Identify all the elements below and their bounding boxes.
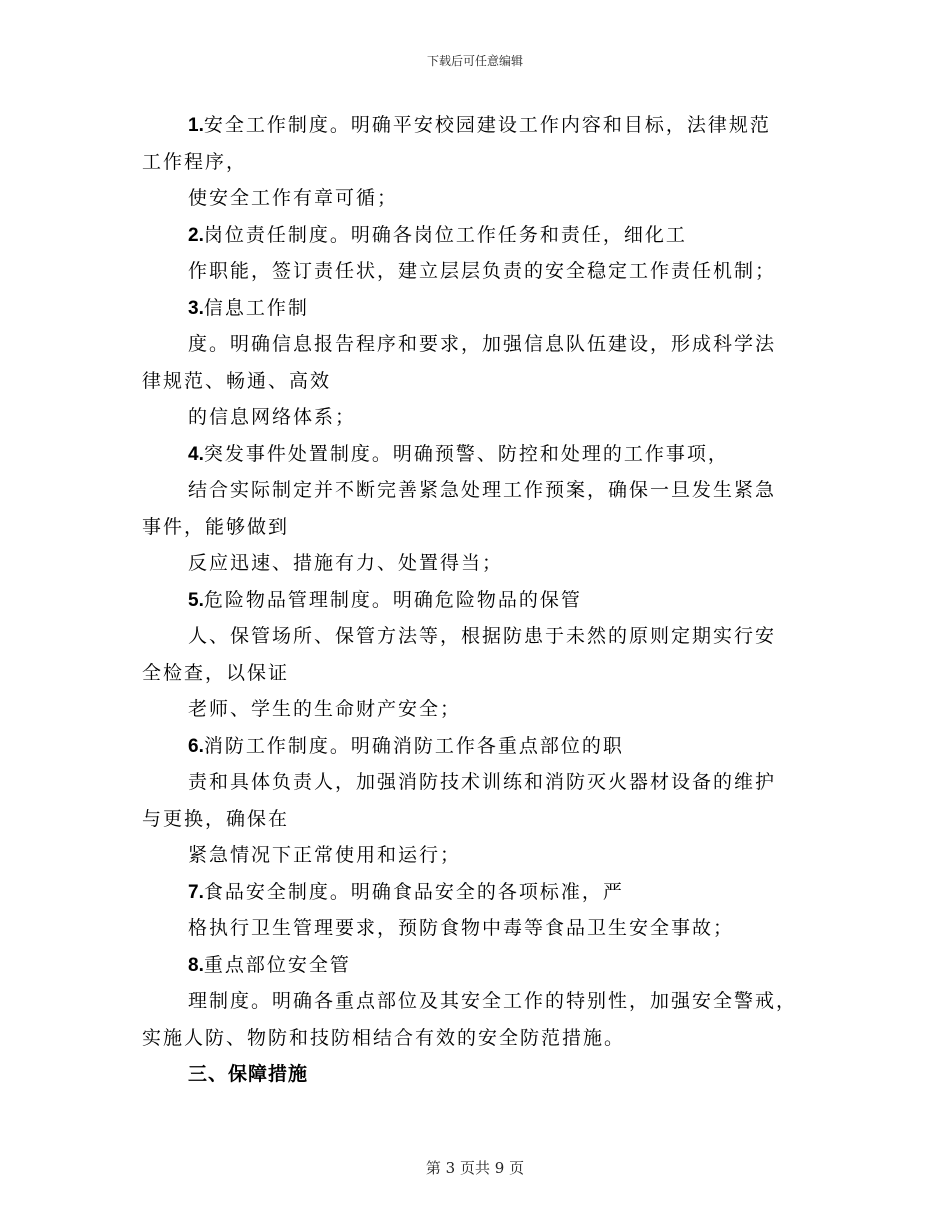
item-number: 8. (188, 954, 204, 976)
paragraph-line (142, 874, 806, 911)
paragraph-line: 格执行卫生管理要求，预防食物中毒等食品卫生安全事故； (188, 917, 735, 939)
paragraph-line: 责和具体负责人，加强消防技术训练和消防灭火器材设备的维护 (188, 771, 777, 793)
item-text: 信息工作制 (203, 296, 309, 319)
paragraph-line: 结合实际制定并不断完善紧急处理工作预案，确保一旦发生紧急 (188, 479, 777, 501)
paragraph-line: 律规范、畅通、高效 (142, 369, 332, 392)
paragraph-line: 全检查，以保证 (142, 661, 290, 684)
paragraph-line (142, 728, 806, 765)
item-text: 岗位责任制度。明确各岗位工作任务和责任，细化工 (203, 223, 687, 246)
item-number: 4. (188, 443, 204, 465)
paragraph-line (142, 217, 806, 254)
item-text: 食品安全制度。明确食品安全的各项标准，严 (203, 880, 624, 903)
paragraph-line: 实施人防、物防和技防相结合有效的安全防范措施。 (142, 1026, 626, 1049)
item-text: 危险物品管理制度。明确危险物品的保管 (203, 588, 582, 611)
item-text: 消防工作制度。明确消防工作各重点部位的职 (203, 734, 624, 757)
paragraph-line (142, 947, 806, 984)
item-number: 7. (188, 881, 204, 903)
item-number: 6. (188, 735, 204, 757)
page-footer: 第 3 页共 9 页 (425, 1159, 525, 1177)
paragraph-line: 度。明确信息报告程序和要求，加强信息队伍建设，形成科学法 (188, 333, 777, 355)
paragraph-line (142, 107, 806, 144)
item-number: 3. (188, 297, 204, 319)
document-body (142, 107, 806, 1093)
paragraph-line: 理制度。明确各重点部位及其安全工作的特别性，加强安全警戒， (188, 990, 798, 1012)
item-text: 重点部位安全管 (203, 953, 351, 976)
item-text: 安全工作制度。明确平安校园建设工作内容和目标，法律规范 (203, 114, 771, 136)
paragraph-line: 反应迅速、措施有力、处置得当； (188, 552, 504, 574)
paragraph-line: 人、保管场所、保管方法等，根据防患于未然的原则定期实行安 (188, 625, 777, 647)
paragraph-line (142, 290, 806, 327)
paragraph-line: 与更换，确保在 (142, 807, 290, 830)
page-header: 下载后可任意编辑 (426, 54, 523, 68)
section-heading: 三、保障措施 (188, 1063, 309, 1085)
item-number: 5. (188, 589, 204, 611)
item-number: 1. (188, 115, 204, 136)
item-text: 突发事件处置制度。明确预警、防控和处理的工作事项， (203, 442, 729, 465)
paragraph-line: 作职能，签订责任状，建立层层负责的安全稳定工作责任机制； (188, 260, 777, 282)
paragraph-line: 的信息网络体系； (188, 406, 357, 428)
paragraph-line: 使安全工作有章可循； (188, 187, 399, 209)
paragraph-line: 老师、学生的生命财产安全； (188, 698, 462, 720)
paragraph-line (142, 436, 806, 473)
paragraph-line: 事件，能够做到 (142, 515, 290, 538)
paragraph-line: 紧急情况下正常使用和运行； (188, 844, 462, 866)
paragraph-line: 工作程序， (142, 150, 248, 173)
item-number: 2. (188, 224, 204, 246)
paragraph-line (142, 582, 806, 619)
